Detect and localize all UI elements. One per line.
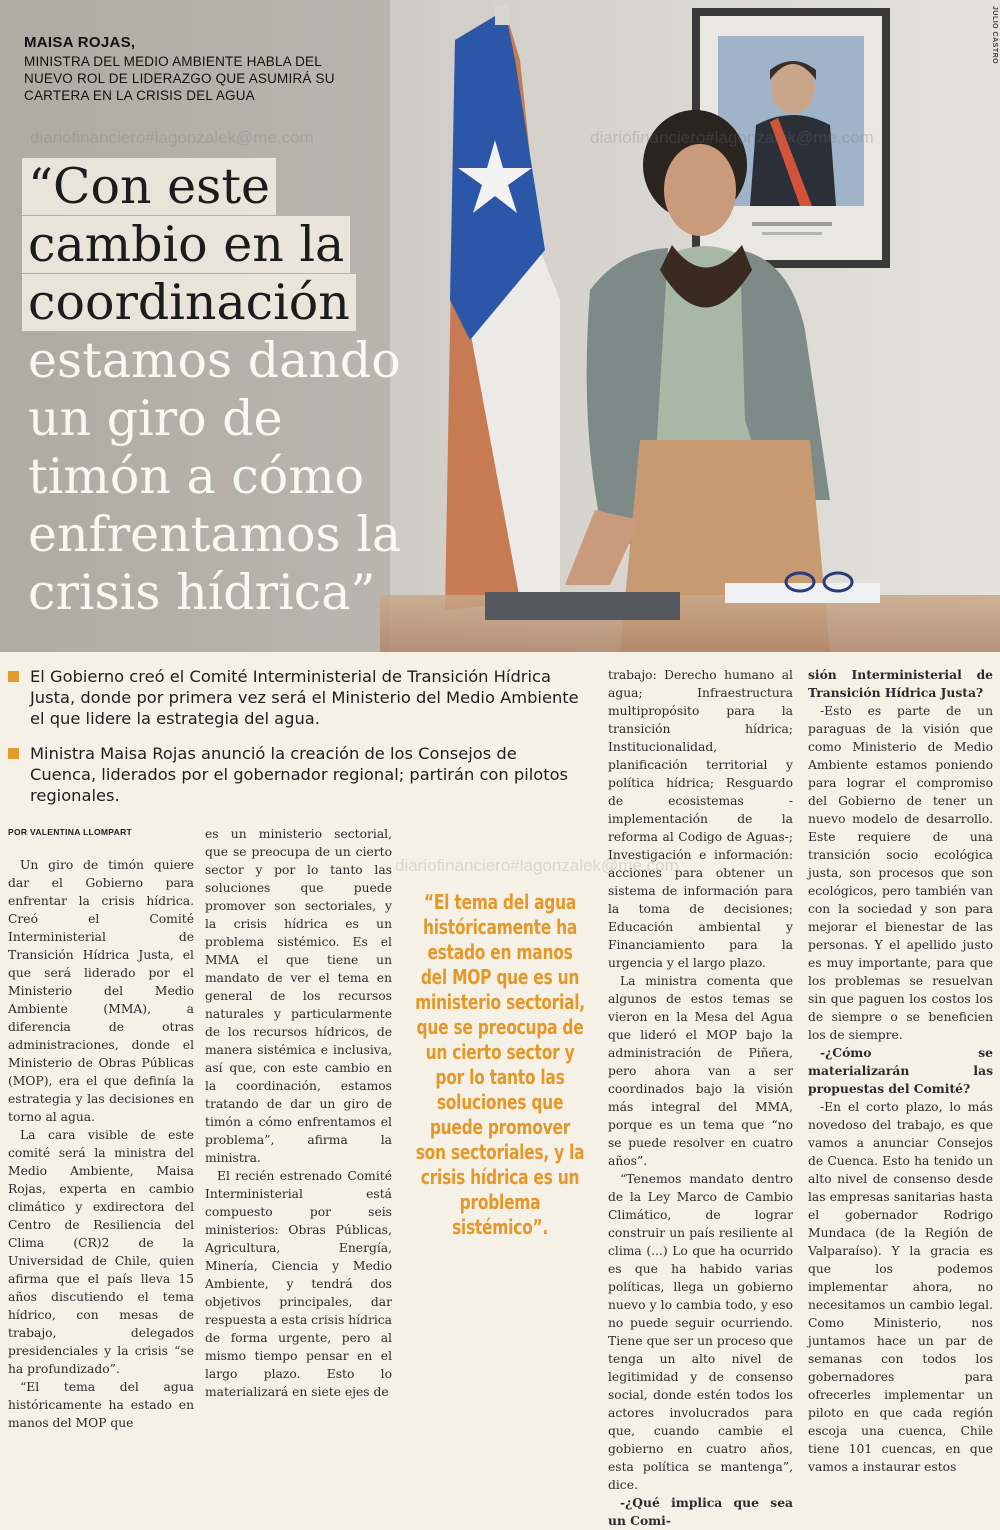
paragraph: “El tema del agua históricamente ha estado en manos del MOP que (8, 1380, 194, 1430)
summary-bullet (8, 666, 583, 729)
summary-bullet-text: Ministra Maisa Rojas anunció la creación de los Consejos de Cuenca, liderados por el gobernador regional; partirán con pilotos regionales. (30, 744, 569, 805)
bullet-square-icon (8, 671, 19, 682)
paragraph: trabajo: Derecho humano al agua; Infraestructura multipropósito para la transición hídrica; Institucionalidad, planificación territorial y política hídrica; Resguardo de ecosistemas - implementación de la reforma al Codigo de Aguas-; Investigación e información: acciones para obtener un sistema de información para la toma de decisiones; Educación ambiental y Financiamiento para la urgencia y el largo plazo. (608, 668, 793, 970)
watermark: diariofinanciero#lagonzalek@me.com (590, 128, 874, 147)
article-column-1 (8, 856, 194, 1432)
headline-light-line: estamos dando (28, 332, 401, 389)
article-photo (0, 0, 1000, 652)
headline-dark-line: cambio en la (22, 216, 482, 274)
paragraph: Un giro de timón quiere dar el Gobierno para enfrentar la crisis hídrica. Creó el Comité Interministerial de Transición Hídrica Justa, el que será liderado por el Ministerio del Medio Ambiente (MMA), a diferencia de otras administraciones, donde el Ministerio de Obras Públicas (MOP), era el que definía la estrategia y las decisiones en torno al agua. (8, 858, 194, 1124)
photo-credit: JULIO CASTRO (991, 6, 998, 65)
paragraph: -En el corto plazo, lo más novedoso del trabajo, es que vamos a anunciar Consejos de Cuenca. Esto ha tenido un alto nivel de consenso desde las empresas sanitarias hasta el gobernador Rodrigo Mundaca (de la Región de Valparaíso). Y la gracia es que los podemos implementar ahora, no necesitamos un cambio legal. Como Ministerio, nos juntamos hace un par de semanas con todos los gobernadores para ofrecerles implementar un piloto en que cada región escoja una cuenca, Chile tiene 101 cuencas, en que vamos a instaurar estos (808, 1100, 993, 1474)
article-column-4 (808, 666, 993, 1476)
paragraph: La cara visible de este comité será la ministra del Medio Ambiente, Maisa Rojas, experta en cambio climático y exdirectora del Centro de Resiliencia del Clima (CR)2 de la Universidad de Chile, quien afirma que el país lleva 15 años discutiendo el tema hídrico, con mesas de trabajo, delegados presidenciales y la crisis “se ha profundizado”. (8, 1128, 194, 1376)
byline-name: MAISA ROJAS, (24, 34, 136, 51)
byline-subtitle: MINISTRA DEL MEDIO AMBIENTE HABLA DEL NUEVO ROL DE LIDERAZGO QUE ASUMIRÁ SU CARTERA EN LA CRISIS DEL AGUA (24, 54, 335, 103)
headline-dark-line: “Con este (22, 158, 482, 216)
headline-light-line: enfrentamos la (28, 506, 402, 563)
watermark: diariofinanciero#lagonzalek@me.com (395, 856, 679, 875)
headline-light-line: un giro de (28, 390, 283, 447)
author-byline: POR VALENTINA LLOMPART (8, 827, 133, 837)
interview-question: -¿Qué implica que sea un Comi- (608, 1495, 793, 1528)
headline-light-line: timón a cómo (28, 448, 365, 505)
pull-quote: “El tema del agua históricamente ha estado en manos del MOP que es un ministerio sectorial, que se preocupa de un cierto sector y por lo tanto las soluciones que puede promover son sectoriales, y la crisis hídrica es un problema sistémico”. (415, 890, 585, 1239)
article-column-3 (608, 666, 793, 1530)
interview-question: -¿Cómo se materializarán las propuestas del Comité? (808, 1045, 993, 1096)
paragraph: La ministra comenta que algunos de estos temas se vieron en la Mesa del Agua que lideró el MOP bajo la administración de Piñera, pero ahora van a ser coordinados bajo la visión más integral del MMA, porque es un tema que “no se puede resolver en cuatro años”. (608, 974, 793, 1168)
paragraph: -Esto es parte de un paraguas de la visión que como Ministerio de Medio Ambiente estamos poniendo para lograr el compromiso del Gobierno de tener un nuevo modelo de desarrollo. Este requiere de una transición socio ecológica justa, son procesos que son ecológicos, pero también van con la sociedad y son para mejorar el bienestar de las personas. Y el apellido justo es muy importante, para que los problemas se resuelvan sin que paguen los costos los de siempre o se beneficien los de siempre. (808, 704, 993, 1042)
summary-bullets (8, 666, 583, 820)
article-column-2 (205, 825, 392, 1401)
headline-dark-line: coordinación (22, 274, 482, 332)
paragraph: “Tenemos mandato dentro de la Ley Marco de Cambio Climático, de lograr construir un país resiliente al clima (...) Lo que ha ocurrido es que ha habido varias políticas, llega un gobierno nuevo y lo cambia todo, y eso no puede seguir ocurriendo. Tiene que ser un proceso que tenga un alto nivel de legitimidad y de consenso social, donde estén todos los actores involucrados para que, cuando cambie el gobierno en cuatro años, esta política se mantenga”, dice. (608, 1172, 793, 1492)
bullet-square-icon (8, 748, 19, 759)
summary-bullet (8, 743, 583, 806)
watermark: diariofinanciero#lagonzalek@me.com (30, 128, 314, 147)
paragraph: es un ministerio sectorial, que se preocupa de un cierto sector y por lo tanto las soluciones que puede promover son sectoriales, y la crisis hídrica es un problema sistémico. Es el MMA el que tiene un mandato de ver el tema en general de los recursos naturales y particularmente de los recursos hídricos, de manera sistémica e inclusiva, así que, con este cambio en la coordinación, estamos tratando de dar un giro de timón a cómo enfrentamos el problema”, afirma la ministra. (205, 827, 392, 1165)
headline-light-line: crisis hídrica” (28, 564, 376, 621)
paragraph: El recién estrenado Comité Interministerial está compuesto por seis ministerios: Obras Públicas, Agricultura, Energía, Minería, Ciencia y Medio Ambiente, y tendrá dos objetivos principales, dar respuesta a esta crisis hídrica de forma urgente, pero al mismo tiempo pensar en el largo plazo. Esto lo materializará en siete ejes de (205, 1169, 392, 1399)
summary-bullet-text: El Gobierno creó el Comité Interministerial de Transición Hídrica Justa, donde por primera vez será el Ministerio del Medio Ambiente el que lidere la estrategia del agua. (30, 667, 579, 728)
interview-question: sión Interministerial de Transición Hídrica Justa? (808, 667, 993, 700)
headline-quote (22, 158, 482, 622)
